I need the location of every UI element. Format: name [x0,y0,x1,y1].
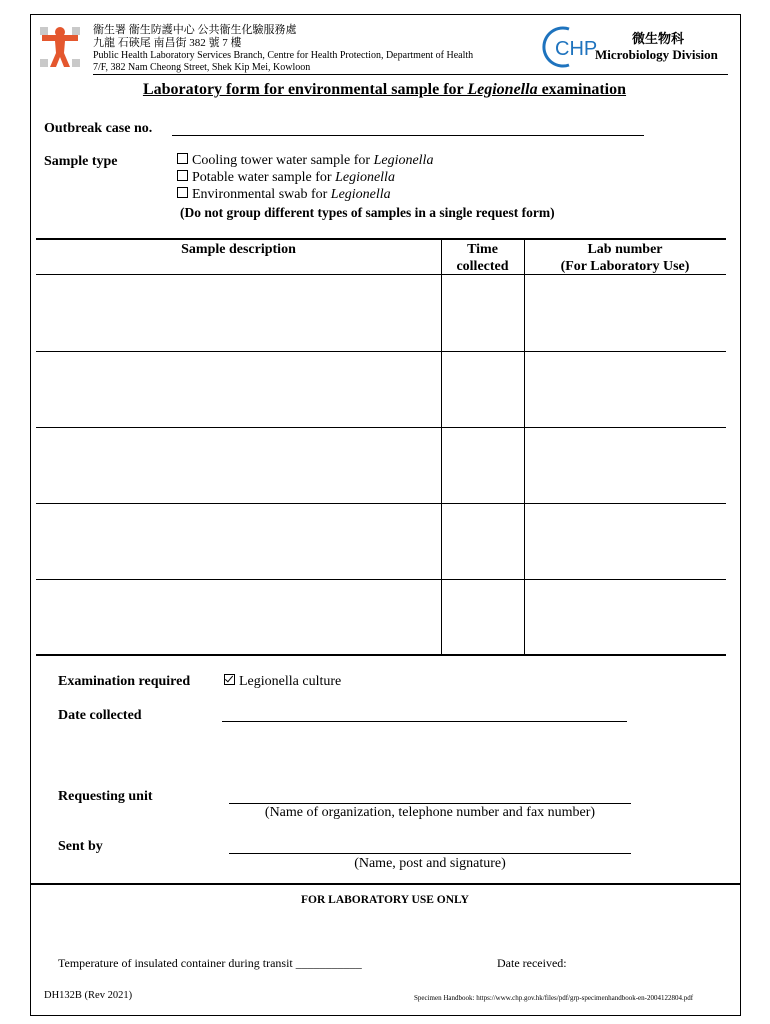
lab-use-heading: FOR LABORATORY USE ONLY [301,894,469,906]
department-name-zh: 衞生署 衞生防護中心 公共衞生化驗服務處 [93,24,297,36]
header-divider [93,74,728,75]
exam-required-label: Examination required [58,674,191,689]
table-row[interactable] [36,352,726,427]
address-en: 7/F, 382 Nam Cheong Street, Shek Kip Mei, Kowloon [93,62,311,73]
col-header-description: Sample description [181,242,296,257]
chp-logo-text: CHP [555,38,598,60]
division-name-zh: 微生物科 [632,32,685,47]
handbook-link[interactable]: Specimen Handbook: https://www.chp.gov.hk/files/pdf/grp-specimenhandbook-en-2004122804.pdf [414,994,694,1002]
form-title: Laboratory form for environmental sample for Legionella examination [142,81,627,98]
table-row[interactable] [36,275,726,351]
sent-by-hint: (Name, post and signature) [354,856,506,871]
col-header-lab-number: Lab number (For Laboratory Use) [560,242,690,274]
temperature-field[interactable]: Temperature of insulated container during transit ___________ [58,956,362,970]
table-bottom-rule [36,654,726,656]
address-zh: 九龍 石硤尾 南昌街 382 號 7 樓 [93,37,242,49]
requesting-unit-hint: (Name of organization, telephone number and fax number) [264,805,596,820]
department-of-health-logo [38,25,82,69]
cooling-tower-checkbox[interactable] [177,153,188,164]
form-code: DH132B (Rev 2021) [44,990,133,1001]
sent-by-label: Sent by [58,839,103,854]
sample-option-environmental-swab[interactable]: Environmental swab for Legionella [177,187,391,203]
division-name-en: Microbiology Division [595,47,718,62]
requesting-unit-field[interactable] [229,803,631,804]
potable-water-checkbox[interactable] [177,170,188,181]
sample-option-cooling-tower[interactable]: Cooling tower water sample for Legionella [177,153,433,169]
lab-use-rule [30,883,740,885]
sample-type-label: Sample type [44,154,118,169]
outbreak-case-label: Outbreak case no. [44,121,153,136]
date-received-label: Date received: [497,956,567,970]
sent-by-field[interactable] [229,853,631,854]
exam-option-legionella-culture[interactable]: Legionella culture [224,674,341,690]
legionella-culture-checkbox[interactable] [224,674,235,685]
date-collected-field[interactable] [222,721,627,722]
date-collected-label: Date collected [58,708,142,723]
table-top-rule [36,238,726,240]
table-row[interactable] [36,580,726,654]
outbreak-case-field[interactable] [172,135,644,136]
col-header-time: Time collected [456,242,509,274]
sample-grouping-note: (Do not group different types of samples in a single request form) [180,205,555,220]
table-row[interactable] [36,504,726,579]
sample-option-potable-water[interactable]: Potable water sample for Legionella [177,170,395,186]
requesting-unit-label: Requesting unit [58,789,153,804]
chp-logo [543,25,598,69]
branch-name-en: Public Health Laboratory Services Branch, Centre for Health Protection, Department of Health [93,50,474,61]
table-row[interactable] [36,428,726,503]
environmental-swab-checkbox[interactable] [177,187,188,198]
